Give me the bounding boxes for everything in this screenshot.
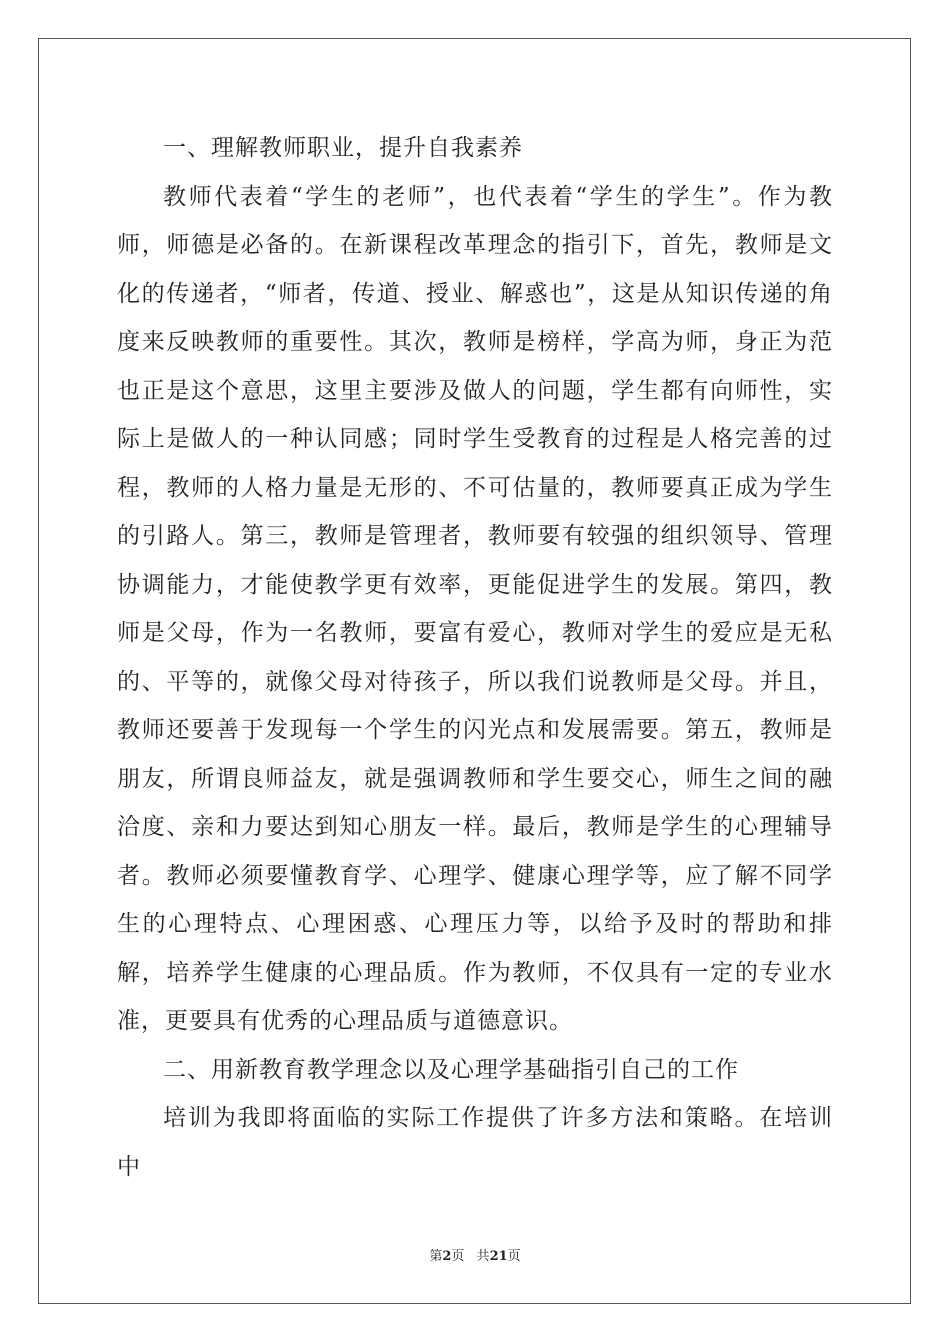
total-prefix: 共 (476, 1249, 490, 1264)
page-indicator (429, 1249, 464, 1264)
total-pages: 21 (489, 1249, 508, 1264)
section-heading-1: 一、理解教师职业，提升自我素养 (163, 135, 523, 161)
total-suffix: 页 (507, 1249, 521, 1264)
page-suffix: 页 (451, 1249, 465, 1264)
paragraph-2: 培训为我即将面临的实际工作提供了许多方法和策略。在培训中 (117, 1105, 833, 1180)
total-pages-indicator (477, 1249, 521, 1264)
page-prefix: 第 (429, 1249, 443, 1264)
page-number: 2 (442, 1249, 452, 1264)
page-footer (0, 1245, 950, 1264)
section-heading-2: 二、用新教育教学理念以及心理学基础指引自己的工作 (163, 1056, 739, 1083)
document-body (117, 124, 833, 1191)
paragraph-1: 教师代表着“学生的老师”，也代表着“学生的学生”。作为教师，师德是必备的。在新课程改革理念的指引下，首先，教师是文化的传递者，“师者，传道、授业、解惑也”，这是从知识传递的角度来反映教师的重要性。其次，教师是榜样，学高为师，身正为范也正是这个意思，这里主要涉及做人的问题，学生都有向师性，实际上是做人的一种认同感；同时学生受教育的过程是人格完善的过程，教师的人格力量是无形的、不可估量的，教师要真正成为学生的引路人。第三，教师是管理者，教师要有较强的组织领导、管理协调能力，才能使教学更有效率，更能促进学生的发展。第四，教师是父母，作为一名教师，要富有爱心，教师对学生的爱应是无私的、平等的，就像父母对待孩子，所以我们说教师是父母。并且，教师还要善于发现每一个学生的闪光点和发展需要。第五，教师是朋友，所谓良师益友，就是强调教师和学生要交心，师生之间的融洽度、亲和力要达到知心朋友一样。最后，教师是学生的心理辅导者。教师必须要懂教育学、心理学、健康心理学等，应了解不同学生的心理特点、心理困惑、心理压力等，以给予及时的帮助和排解，培养学生健康的心理品质。作为教师，不仅具有一定的专业水准，更要具有优秀的心理品质与道德意识。 (117, 183, 833, 1034)
